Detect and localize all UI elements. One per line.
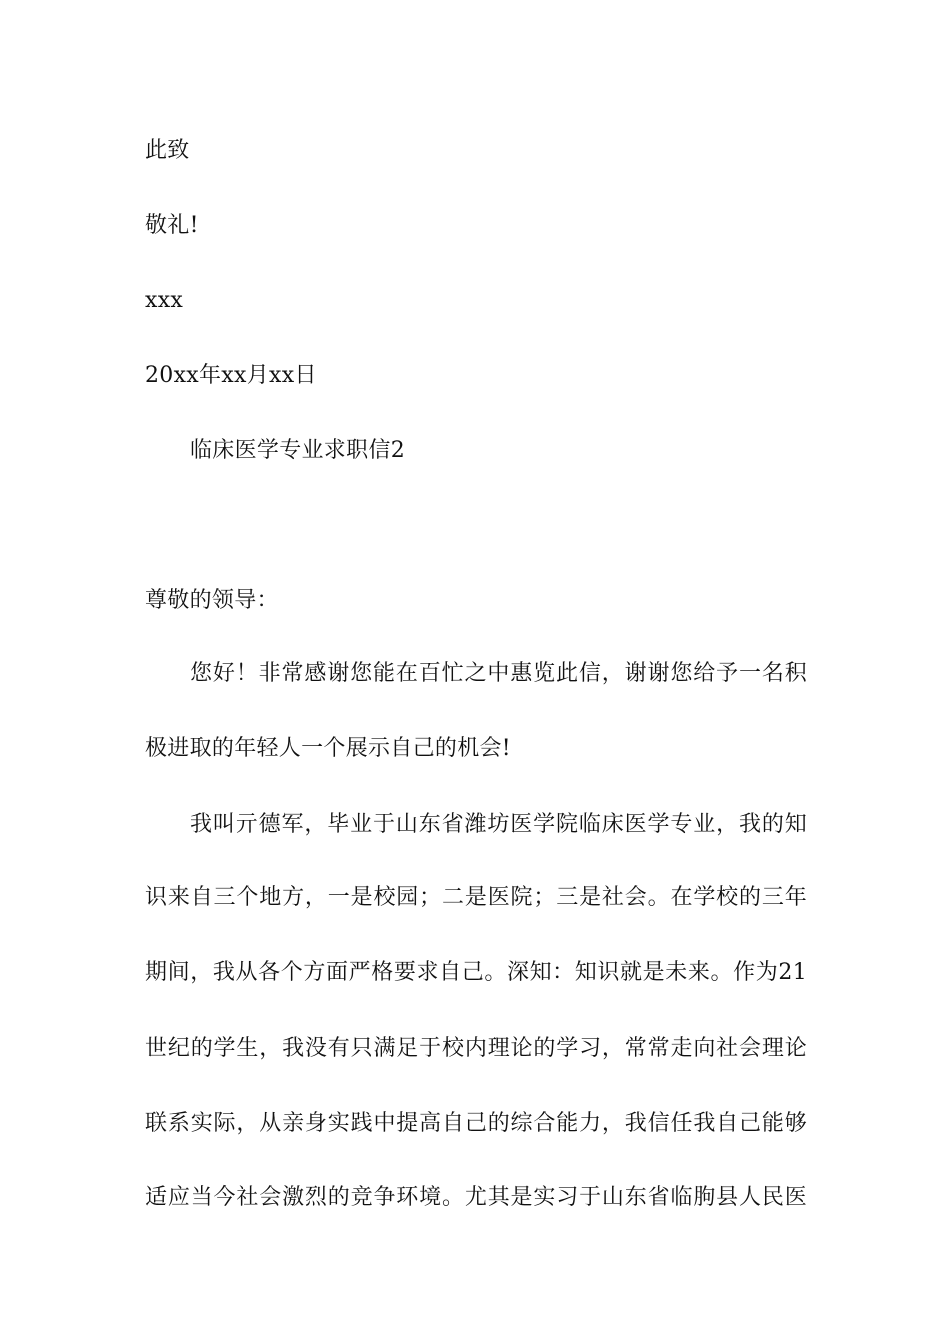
paragraph-line: 适应当今社会激烈的竞争环境。尤其是实习于山东省临朐县人民医 [145,1185,807,1210]
letter-greeting: 尊敬的领导： [145,588,279,613]
paragraph-line: 极进取的年轻人一个展示自己的机会! [145,736,511,761]
closing-salutation-2: 敬礼! [145,213,199,238]
letter-heading: 临床医学专业求职信2 [190,438,405,463]
letter-date: 20xx年xx月xx日 [145,363,317,388]
signature: xxx [145,288,184,313]
paragraph-line: 世纪的学生，我没有只满足于校内理论的学习，常常走向社会理论 [145,1036,807,1061]
paragraph-line: 我叫亓德军，毕业于山东省潍坊医学院临床医学专业，我的知 [190,812,807,837]
paragraph-line: 联系实际，从亲身实践中提高自己的综合能力，我信任我自己能够 [145,1111,807,1136]
paragraph-line: 识来自三个地方，一是校园；二是医院；三是社会。在学校的三年 [145,885,807,910]
closing-salutation-1: 此致 [145,138,190,163]
paragraph-line: 您好！非常感谢您能在百忙之中惠览此信，谢谢您给予一名积 [190,661,807,686]
paragraph-line: 期间，我从各个方面严格要求自己。深知：知识就是未来。作为21 [145,960,807,985]
